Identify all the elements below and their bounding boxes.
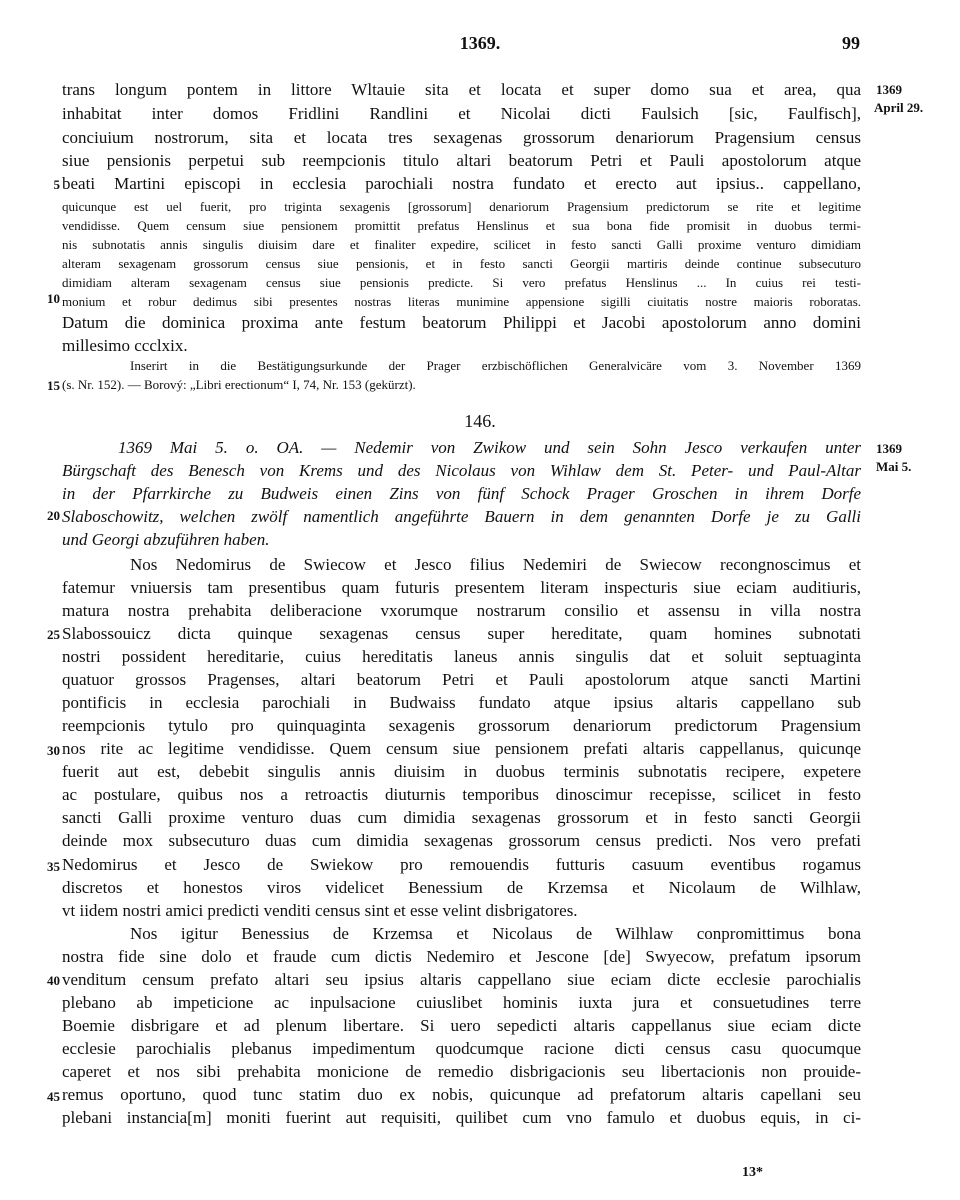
text-line: beati Martini episcopi in ecclesia parochiali nostra fundato et erecto aut ipsius.. cappellano,: [62, 174, 861, 193]
text-line-small: alteram sexagenam grossorum census siue pensionis, et in festo sancti Georgii martiris deinde continue subsecuturo: [62, 256, 861, 271]
margin-year-b: 1369: [876, 441, 902, 456]
body-line: ac postulare, quibus nos a retroactis diuturnis temporibus dinoscimur recepisse, scilicet in festo: [62, 785, 861, 804]
text-line: inhabitat inter domos Fridlini Randlini et Nicolai dicti Faulsich [sic, Faulfisch],: [62, 104, 861, 123]
page-number: 99: [842, 33, 860, 53]
regest-line: 1369 Mai 5. o. OA. — Nedemir von Zwikow und sein Sohn Jesco verkaufen unter: [118, 438, 861, 457]
text-line-small: dimidiam alteram sexagenam census siue pensionis predicte. Si vero prefatus Henslinus ... In cuius rei testi-: [62, 275, 861, 290]
body-line: quatuor grossos Pragenses, altari beatorum Petri et Pauli apostolorum atque sancti Martini: [62, 670, 861, 689]
body-line: caperet et nos sibi prehabita monicione de remedio disbrigacionis seu libertacionis non prouide-: [62, 1062, 861, 1081]
body-line: sancti Galli proxime venturo duas cum dimidia sexagenas grossorum et in festo sancti Georgii: [62, 808, 861, 827]
body-line: venditum censum prefato altari seu ipsius altaris cappellano siue eciam dicte ecclesie parochialis: [62, 970, 861, 989]
regest-line: und Georgi abzuführen haben.: [62, 530, 270, 549]
regest-line: Bürgschaft des Benesch von Krems und des Nicolaus von Wihlaw dem St. Peter- und Paul-Altar: [62, 461, 861, 480]
edition-note: Inserirt in die Bestätigungsurkunde der Prager erzbischöflichen Generalvicäre vom 3. November 1369: [130, 358, 861, 373]
text-line: siue pensionis perpetui sub reempcionis titulo altari beatorum Petri et Pauli apostolorum atque: [62, 151, 861, 170]
body-line: deinde mox subsecuturo duas cum dimidia sexagenas grossorum census predicti. Nos vero prefati: [62, 831, 861, 850]
text-line-small: nis subnotatis annis singulis diuisim dare et finaliter expedire, scilicet in festo sancti Galli proxime venturo dimidiam: [62, 237, 861, 252]
line-number: 35: [47, 859, 60, 874]
body-line: reempcionis tytulo pro quinquaginta sexagenis grossorum denariorum predictorum Pragensium: [62, 716, 861, 735]
line-number: 5: [53, 177, 60, 192]
text-line-small: monium et robur dedimus sibi presentes nostras literas munimine appensione sigilli ciuitatis nostre maioris roboratas.: [62, 294, 861, 309]
body-line: vt iidem nostri amici predicti venditi census sint et esse velint disbrigatores.: [62, 901, 578, 920]
regest-line: Slaboschowitz, welchen zwölf namentlich angeführte Bauern in dem genannten Dorfe je zu Galli: [62, 507, 861, 526]
body-line: plebani instancia[m] moniti fuerint aut requisiti, quilibet cum vno famulo et duobus equis, in ci-: [62, 1108, 861, 1127]
body-line: fatemur vniuersis tam presentibus quam futuris presentem literam inspecturis siue eciam auditiuris,: [62, 578, 861, 597]
body-line: nos rite ac legitime vendidisse. Quem censum siue pensionem prefati altaris cappellanus, quicunqe: [62, 739, 861, 758]
body-line: pontificis in ecclesia parochiali in Budwaiss fundato atque ipsius altaris cappellano sub: [62, 693, 861, 712]
line-number: 10: [47, 291, 60, 306]
line-number: 25: [47, 627, 60, 642]
text-line: trans longum pontem in littore Wltauie sita et locata et super domo sua et area, qua: [62, 80, 861, 99]
body-line: nostra fide sine dolo et fraude cum dictis Nedemiro et Jescone [de] Swyecow, prefatum ipsorum: [62, 947, 861, 966]
body-line: discretos et honestos viros videlicet Benessium de Krzemsa et Nicolaum de Wilhlaw,: [62, 878, 861, 897]
document-number: 146.: [464, 411, 496, 431]
body-line: nostri possident hereditarie, cuius hereditatis laneus annis singulis dat et soluit septuaginta: [62, 647, 861, 666]
line-number: 45: [47, 1089, 60, 1104]
body-line: Nos igitur Benessius de Krzemsa et Nicolaus de Wilhlaw conpromittimus bona: [130, 924, 861, 943]
text-line-small: vendidisse. Quem censum siue pensionem promittit prefatus Henslinus et sua bona fide promisit in duobus termi-: [62, 218, 861, 233]
line-number: 30: [47, 743, 60, 758]
datum-line: millesimo ccclxix.: [62, 336, 188, 355]
line-number: 20: [47, 508, 60, 523]
margin-year-a: 1369: [876, 82, 902, 97]
regest-line: in der Pfarrkirche zu Budweis einen Zins von fünf Schock Prager Groschen in ihrem Dorfe: [62, 484, 861, 503]
edition-note: (s. Nr. 152). — Borový: „Libri erectionum“ I, 74, Nr. 153 (gekürzt).: [62, 377, 416, 392]
line-number: 40: [47, 973, 60, 988]
text-line-small: quicunque est uel fuerit, pro triginta sexagenis [grossorum] denariorum Pragensium predictorum se rite et legitime: [62, 199, 861, 214]
line-number: 15: [47, 378, 60, 393]
body-line: Boemie disbrigare et ad plenum libertare. Si uero sepedicti altaris cappellanus siue eciam dicte: [62, 1016, 861, 1035]
body-line: Slabossouicz dicta quinque sexagenas census super hereditate, quam homines subnotati: [62, 624, 861, 643]
text-line: conciuium nostrorum, sita et locata tres sexagenas grossorum denariorum Pragensium census: [62, 128, 861, 147]
body-line: matura nostra prehabita deliberacione vxorumque nostrarum consilio et assensu in villa nostra: [62, 601, 861, 620]
body-line: Nedomirus et Jesco de Swiekow pro remouendis futturis casuum eventibus rogamus: [62, 855, 861, 874]
body-line: Nos Nedomirus de Swiecow et Jesco filius Nedemiri de Swiecow recongnoscimus et: [130, 555, 861, 574]
datum-line: Datum die dominica proxima ante festum beatorum Philippi et Jacobi apostolorum anno domini: [62, 313, 861, 332]
body-line: remus oportuno, quod tunc statim duo ex nobis, quicunque ad prefatorum altaris capellani seu: [62, 1085, 861, 1104]
running-head-year: 1369.: [459, 33, 501, 53]
body-line: ecclesie parochialis plebanus impedimentum quodcumque racione dicti census casu quocumque: [62, 1039, 861, 1058]
body-line: plebano ab impeticione ac inpulsacione cuiuslibet hominis iuxta jura et consuetudines terre: [62, 993, 861, 1012]
margin-date-b: Mai 5.: [876, 459, 912, 474]
margin-date-a: April 29.: [874, 100, 924, 115]
signature-mark: 13*: [742, 1165, 763, 1180]
body-line: fuerit aut est, debebit singulis annis diuisim in duobus terminis subnotatis recipere, expetere: [62, 762, 861, 781]
